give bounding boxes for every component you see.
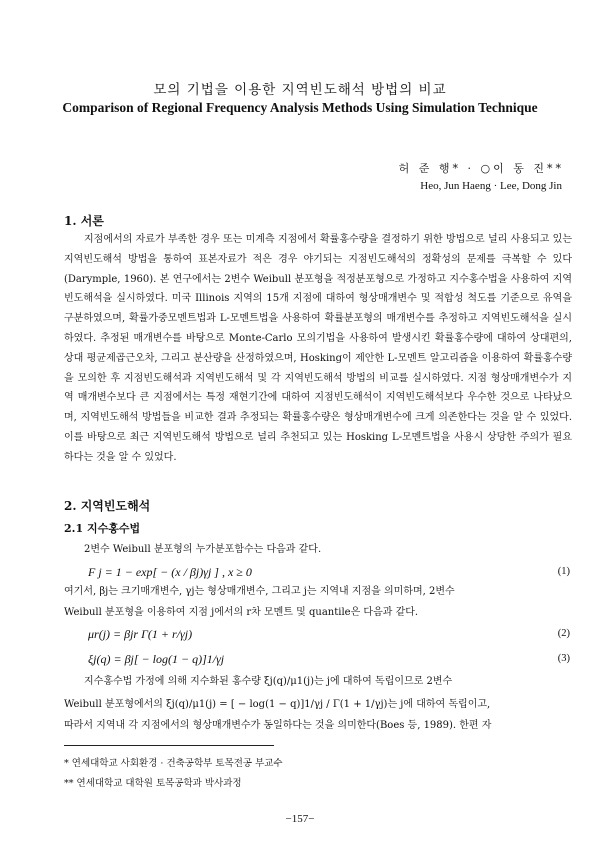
equation-3: ξj(q) = βj[ − log(1 − q)]1/γj [88,652,225,666]
after-text-line-2: Weibull 분포형에서의 ξj(q)/μ1(j) = [ − log(1 − q)]1/γj / Γ(1 + 1/γj)는 j에 대하여 독립이고, [64,699,491,710]
footnote-1: * 연세대학교 사회환경 · 건축공학부 토목전공 부교수 [64,758,283,769]
where-text-line-1: 여기서, βj는 크기매개변수, γj는 형상매개변수, 그리고 j는 지역내 지점을 의미하며, 2변수 [64,586,455,597]
authors-english: Heo, Jun Haeng · Lee, Dong Jin [420,180,562,192]
equation-2: μr(j) = βjr Γ(1 + r/γj) [88,627,193,641]
equation-1 [88,565,252,580]
section-heading-introduction: 1. 서론 [64,214,104,228]
after-text-line-3: 따라서 지역내 각 지점에서의 형상매개변수가 동일하다는 것을 의미한다(Boes 등, 1989). 한편 자 [64,720,492,731]
equation-1-text: F j = 1 − exp[ − (x / βj)γj ] , x ≥ 0 [88,565,252,579]
introduction-paragraph: 지점에서의 자료가 부족한 경우 또는 미계측 지점에서 확률홍수량을 결정하기 위한 방법으로 널리 사용되고 있는 지역빈도해석 방법을 통하여 표본자료가 적은 경우 야기되는 지점빈도해석의 정확성의 문제를 극복할 수 있다(Darymple, 1960). 본 연구에서는 2변수 Weibull 분포형을 적정분포형으로 가정하고 지수홍수법을 사용하여 지역빈도해석을 실시하였다. 미국 Illinois 지역의 15개 지점에 대하여 형상매개변수 및 적합성 척도를 기준으로 유역을 구분하였으며, 확률가중모멘트법과 L-모멘트법을 사용하여 확률분포형의 매개변수를 추정하고 지역빈도해석을 실시하였다. 추정된 매개변수를 바탕으로 Monte-Carlo 모의기법을 사용하여 발생시킨 확률홍수량에 대하여 상대편의, 상대 평균제곱근오차, 그리고 분산량을 산정하였으며, Hosking이 제안한 L-모멘트 알고리즘을 이용하여 확률홍수량을 모의한 후 지점빈도해석과 지역빈도해석 및 각 지역빈도해석 방법의 비교를 실시하였다. 지점 형상매개변수가 지역 매개변수보다 큰 지점에서는 특정 재현기간에 대하여 지점빈도해석이 지역빈도해석보다 우수한 것으로 나타났으며, 지역빈도해석 방법들을 비교한 결과 추정되는 확률홍수량은 형상매개변수에 크게 의존한다는 것을 알 수 있었다. 이를 바탕으로 최근 지역빈도해석 방법으로 널리 추천되고 있는 Hosking L-모멘트법을 사용시 상당한 주의가 필요하다는 것을 알 수 있었다. [64,234,572,463]
equation-3-number: (3) [557,653,570,664]
authors-korean: 허 준 행* · ○이 동 진** [398,162,564,175]
footnote-2: ** 연세대학교 대학원 토목공학과 박사과정 [64,778,242,789]
paper-title-korean: 모의 기법을 이용한 지역빈도해석 방법의 비교 [153,82,447,98]
footnote-divider [64,745,274,746]
section-heading-regional-frequency: 2. 지역빈도해석 [64,499,151,513]
equation-2-number: (2) [557,628,570,639]
cdf-intro-text: 2변수 Weibull 분포형의 누가분포함수는 다음과 같다. [84,544,322,555]
where-text-line-2: Weibull 분포형을 이용하여 지점 j에서의 r차 모멘트 및 quantile은 다음과 같다. [64,607,419,618]
equation-1-number: (1) [557,566,570,577]
paper-title-english: Comparison of Regional Frequency Analysis Methods Using Simulation Technique [62,100,538,115]
page-number: −157− [285,813,315,825]
after-text-line-1: 지수홍수법 가정에 의해 지수화된 홍수량 ξj(q)/μ1(j)는 j에 대하여 독립이므로 2변수 [84,676,453,687]
subsection-heading-index-flood: 2.1 지수홍수법 [64,522,141,535]
